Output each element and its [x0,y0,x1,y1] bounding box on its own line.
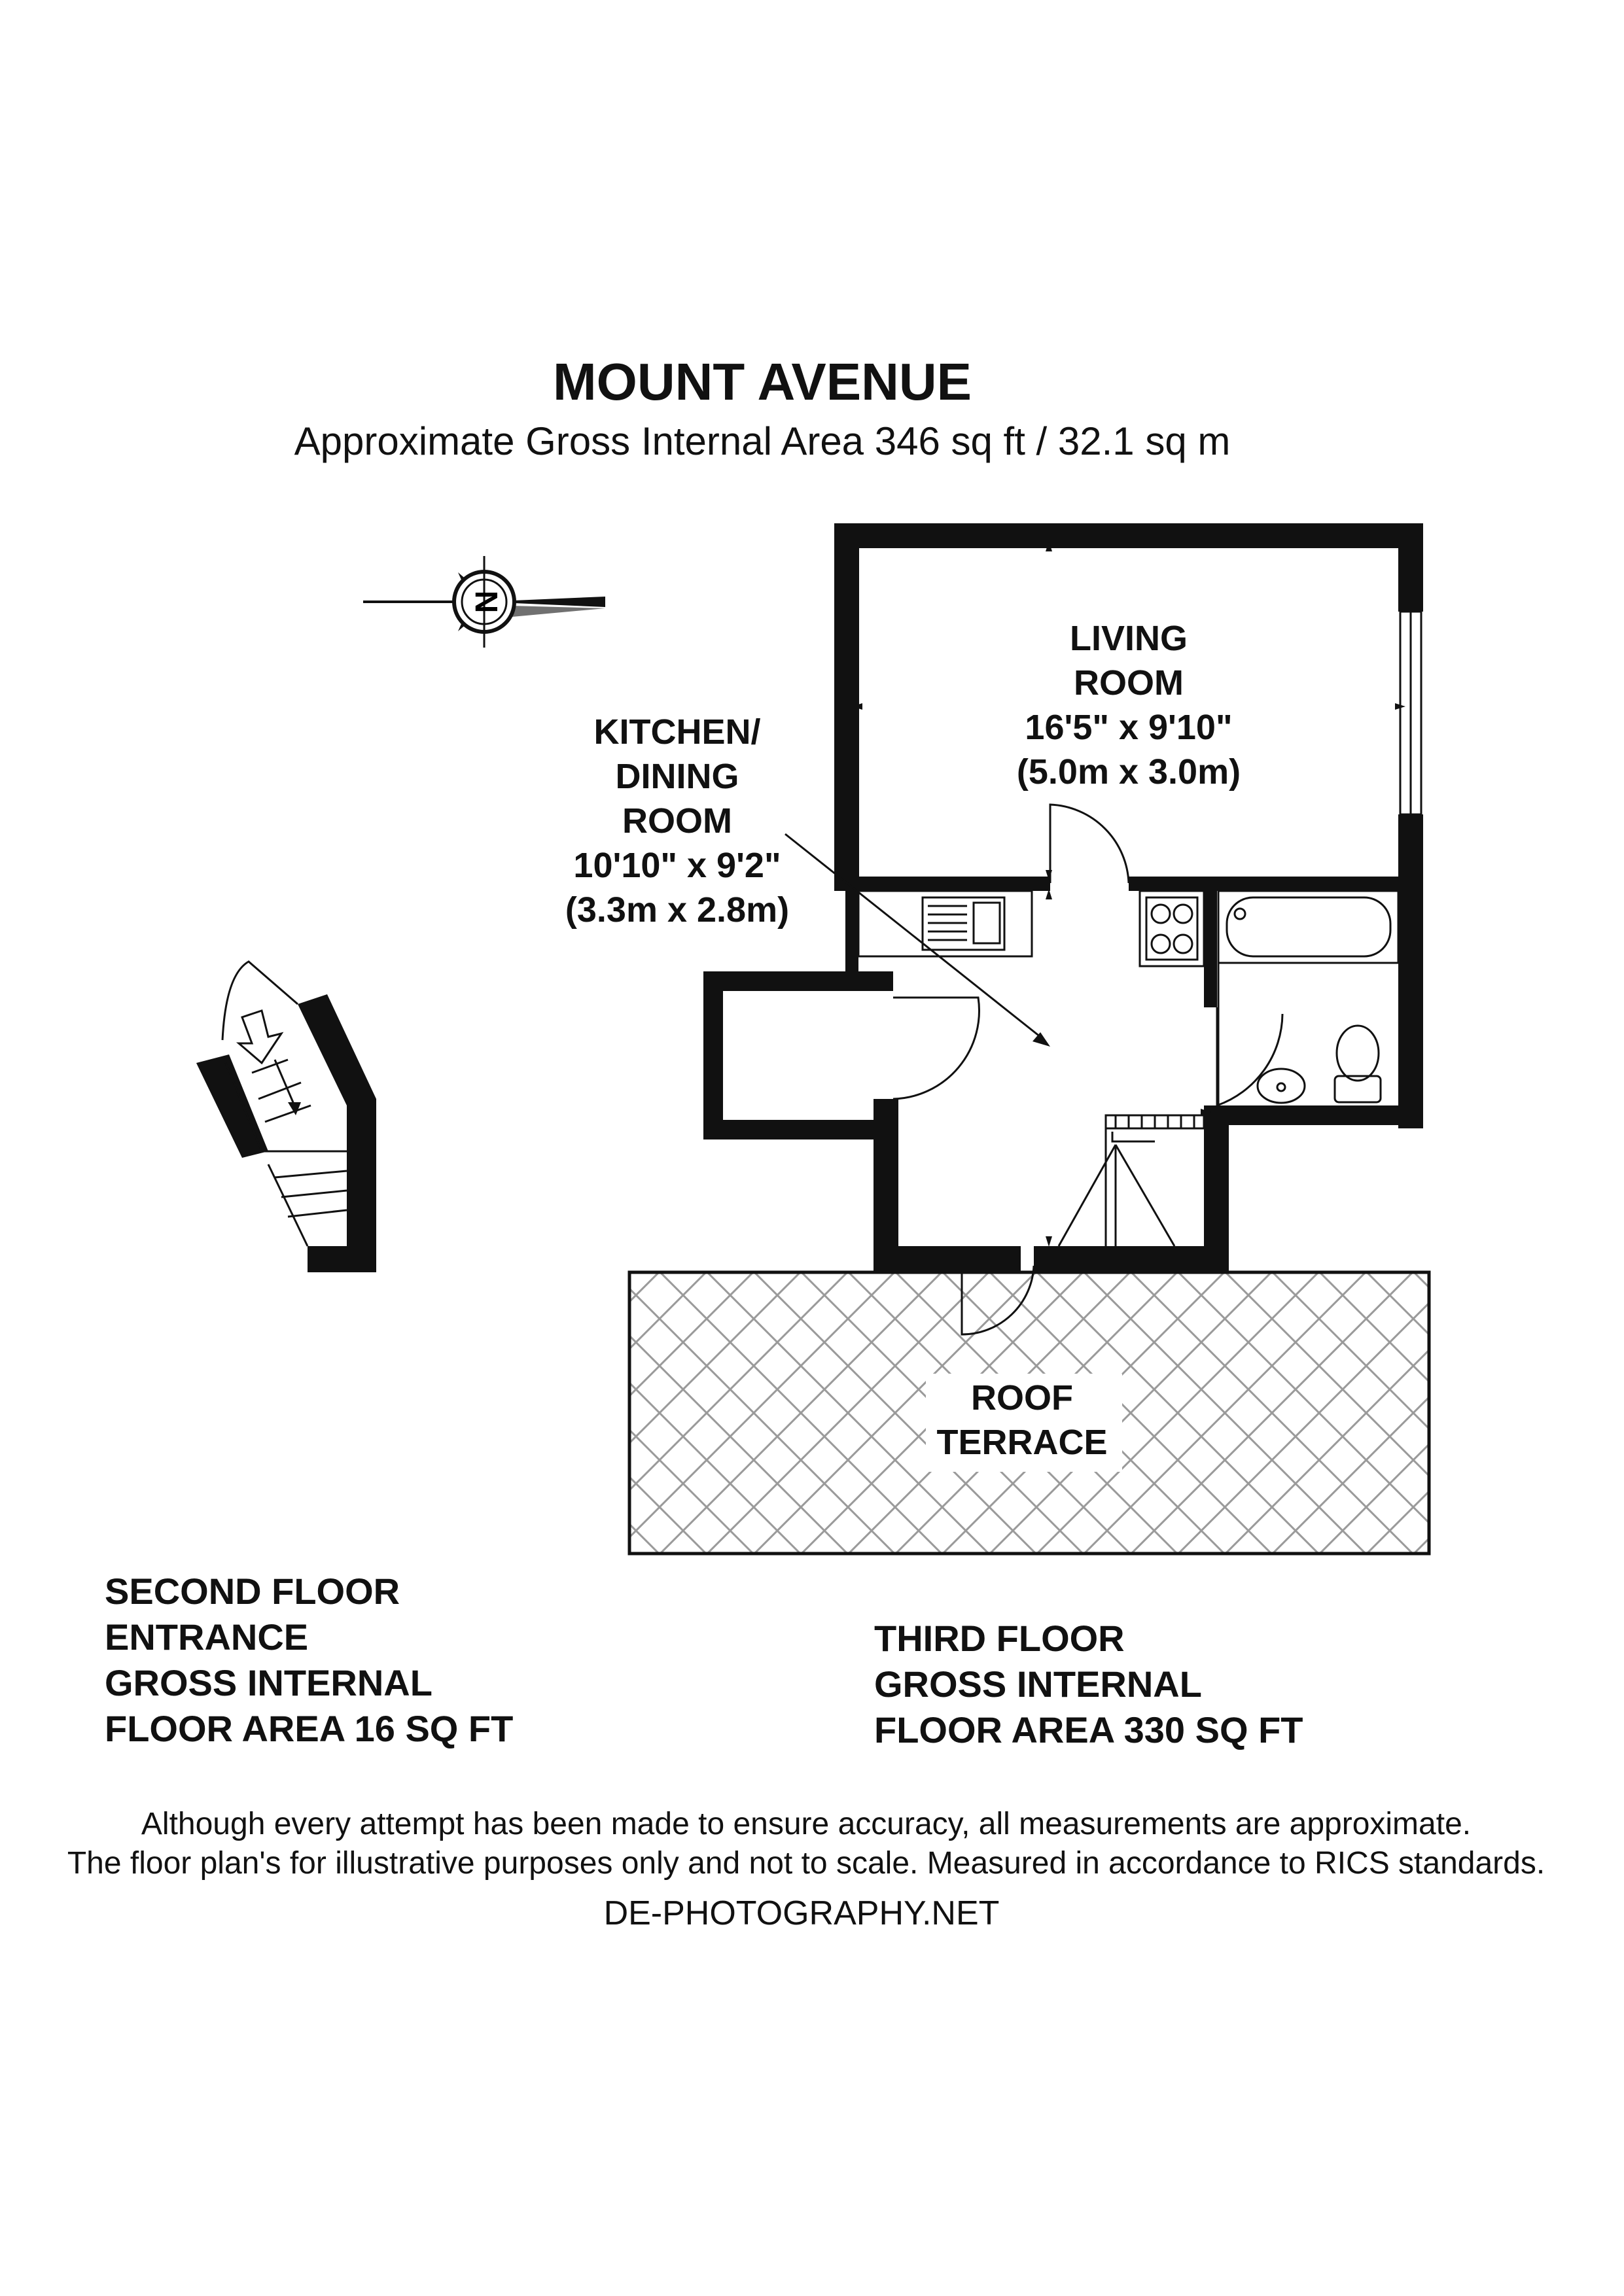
kitchen-dining-label [565,710,789,932]
kitchen-imperial: 10'10" x 9'2" [573,846,781,885]
page-title: MOUNT AVENUE [553,353,972,411]
third-floor-line-3: FLOOR AREA 330 SQ FT [874,1709,1303,1750]
third-floor-line-2: GROSS INTERNAL [874,1663,1202,1705]
living-room-name-2: ROOM [1073,663,1184,703]
second-floor-summary [105,1569,513,1752]
bathroom-fixtures [1218,891,1398,1105]
compass-rose-icon [363,556,605,648]
second-floor-line-3: GROSS INTERNAL [105,1662,432,1703]
stair-arrow-icon [239,1011,281,1063]
third-floor-line-1: THIRD FLOOR [874,1618,1125,1659]
kitchen-name-3: ROOM [622,801,732,841]
living-room-imperial: 16'5" x 9'10" [1025,708,1233,747]
second-floor-stairs [196,962,376,1272]
second-floor-line-2: ENTRANCE [105,1616,309,1658]
toilet-icon [1337,1026,1379,1081]
bath-icon [1218,891,1398,963]
kitchen-name-1: KITCHEN/ [593,712,761,752]
terrace-name-2: TERRACE [936,1423,1108,1462]
kitchen-counter [858,891,1204,966]
brand-text: DE-PHOTOGRAPHY.NET [603,1894,1000,1932]
living-room-metric: (5.0m x 3.0m) [1016,752,1241,791]
compass-letter: N [470,590,504,614]
terrace-name-1: ROOF [970,1378,1073,1418]
disclaimer-line-2: The floor plan's for illustrative purposes only and not to scale. Measured in accordance to RICS standards. [67,1846,1545,1881]
living-room-label [1017,616,1241,794]
washbasin-icon [1258,1069,1305,1103]
page-subtitle: Approximate Gross Internal Area 346 sq ft / 32.1 sq m [294,419,1231,463]
living-room-name-1: LIVING [1069,619,1188,658]
second-floor-line-1: SECOND FLOOR [105,1571,400,1612]
third-floor-summary [874,1616,1303,1753]
kitchen-metric: (3.3m x 2.8m) [565,890,790,930]
hob-icon [1140,891,1204,966]
internal-stairs [1059,1115,1204,1246]
roof-terrace-label [936,1376,1107,1465]
kitchen-name-2: DINING [615,757,739,796]
second-floor-line-4: FLOOR AREA 16 SQ FT [105,1708,514,1749]
disclaimer-line-1: Although every attempt has been made to ensure accuracy, all measurements are approximate. [141,1807,1472,1841]
